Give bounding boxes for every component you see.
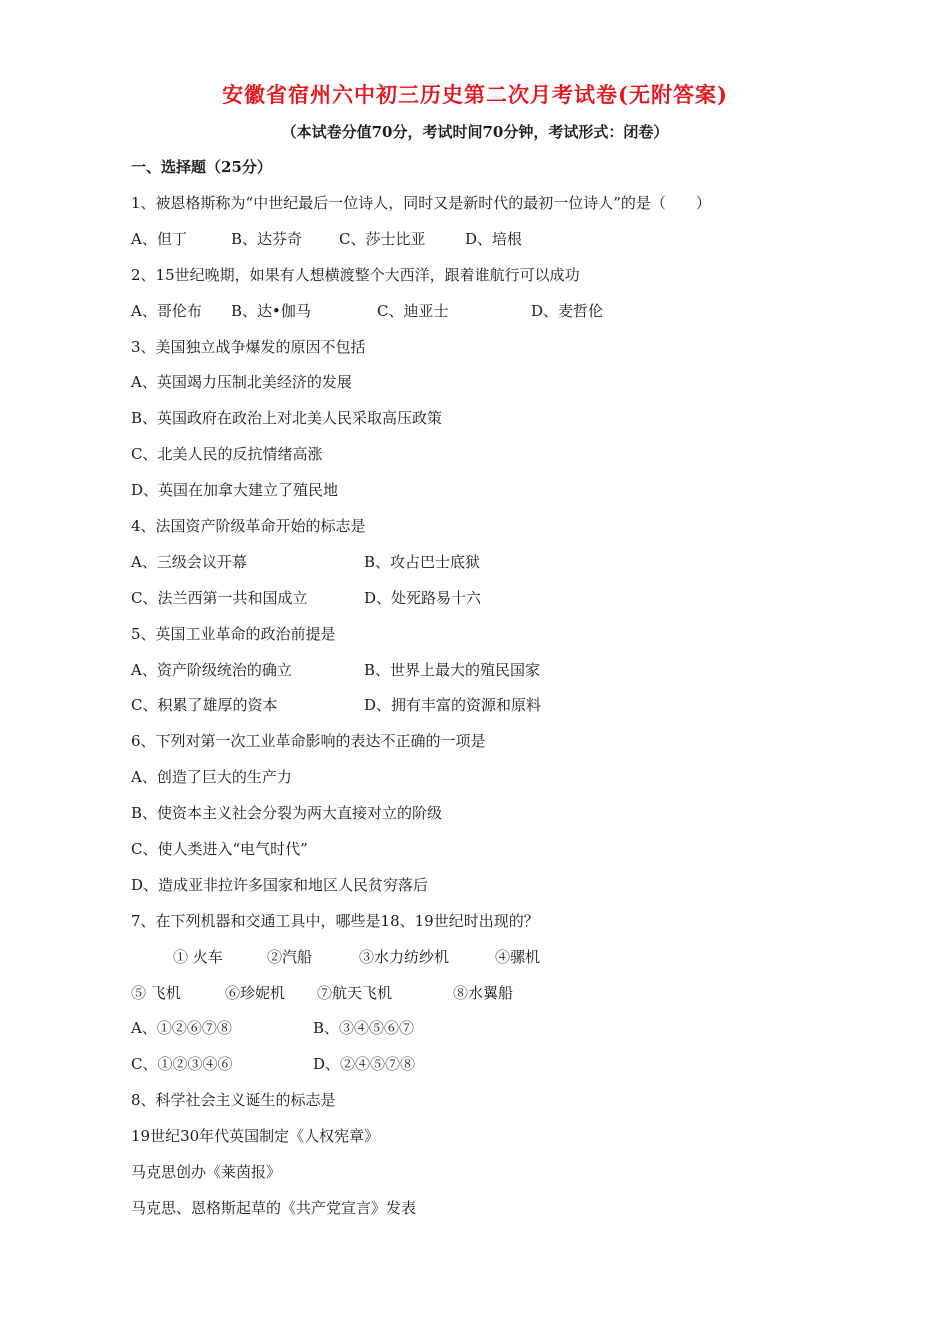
question-4-options-row-2 [131,585,821,621]
option-b: B、英国政府在政治上对北美人民采取高压政策 [131,409,443,428]
option-2: 马克思创办《莱茵报》 [131,1163,282,1182]
item-4: ④骡机 [495,947,541,966]
item-1: ① 火车 [173,947,223,966]
question-4-stem: 4、法国资产阶级革命开始的标志是 [131,517,366,536]
question-4-options-row-1 [131,549,821,585]
question-list [131,190,821,1231]
item-2: ②汽船 [267,947,313,966]
question-7-items-row-2 [131,980,821,1016]
question-3-stem: 3、美国独立战争爆发的原因不包括 [131,337,366,356]
option-3: 马克思、恩格斯起草的《共产党宣言》发表 [131,1198,417,1217]
option-b: B、攻占巴士底狱 [364,552,481,571]
item-7: ⑦航天飞机 [317,983,393,1002]
question-7-options-row-2 [131,1051,821,1087]
option-a: A、但丁 [131,229,187,248]
item-3: ③水力纺纱机 [359,947,450,966]
option-b: B、使资本主义社会分裂为两大直接对立的阶级 [131,804,443,823]
option-d: D、②④⑤⑦⑧ [313,1055,416,1074]
question-5-options-row-2 [131,692,821,728]
option-a: A、创造了巨大的生产力 [131,768,292,787]
option-c: C、使人类进入“电气时代” [131,840,308,859]
option-d: D、处死路易十六 [364,588,482,607]
option-c: C、迪亚士 [377,301,449,320]
option-d: D、英国在加拿大建立了殖民地 [131,481,339,500]
question-2-options [131,298,821,334]
option-d: D、培根 [465,229,523,248]
question-2-stem: 2、15世纪晚期，如果有人想横渡整个大西洋，跟着谁航行可以成功 [131,265,580,284]
exam-subtitle: （本试卷分值70分，考试时间70分钟，考试形式：闭卷） [281,123,669,141]
option-d: D、拥有丰富的资源和原料 [364,696,542,715]
option-b: B、达•伽马 [231,301,311,320]
question-7-stem: 7、在下列机器和交通工具中，哪些是18、19世纪时出现的？ [131,911,539,930]
option-a: A、资产阶级统治的确立 [131,660,292,679]
option-c: C、①②③④⑥ [131,1055,233,1074]
question-1-stem: 1、被恩格斯称为“中世纪最后一位诗人，同时又是新时代的最初一位诗人”的是（ ） [131,194,711,212]
option-b: B、达芬奇 [231,229,303,248]
option-1: 19世纪30年代英国制定《人权宪章》 [131,1127,380,1146]
question-1-options [131,226,821,262]
exam-title: 安徽省宿州六中初三历史第二次月考试卷(无附答案) [222,82,728,107]
question-5-options-row-1 [131,657,821,693]
option-c: C、积累了雄厚的资本 [131,696,278,715]
option-b: B、世界上最大的殖民国家 [364,660,541,679]
option-b: B、③④⑤⑥⑦ [313,1019,415,1038]
option-a: A、三级会议开幕 [131,552,247,571]
question-6-stem: 6、下列对第一次工业革命影响的表达不正确的一项是 [131,732,486,751]
option-d: D、造成亚非拉许多国家和地区人民贫穷落后 [131,875,429,894]
item-6: ⑥珍妮机 [225,983,286,1002]
option-d: D、麦哲伦 [531,301,604,320]
item-5: ⑤ 飞机 [131,983,181,1002]
item-8: ⑧水翼船 [453,983,514,1002]
option-a: A、①②⑥⑦⑧ [131,1019,232,1038]
option-a: A、英国竭力压制北美经济的发展 [131,373,352,392]
question-7-items-row-1 [131,944,821,980]
question-8-stem: 8、科学社会主义诞生的标志是 [131,1091,336,1110]
option-c: C、法兰西第一共和国成立 [131,588,308,607]
question-5-stem: 5、英国工业革命的政治前提是 [131,624,336,643]
section-title: 一、选择题（25分） [131,158,272,176]
option-c: C、北美人民的反抗情绪高涨 [131,445,323,464]
question-7-options-row-1 [131,1015,821,1051]
option-a: A、哥伦布 [131,301,202,320]
option-c: C、莎士比亚 [339,229,426,248]
